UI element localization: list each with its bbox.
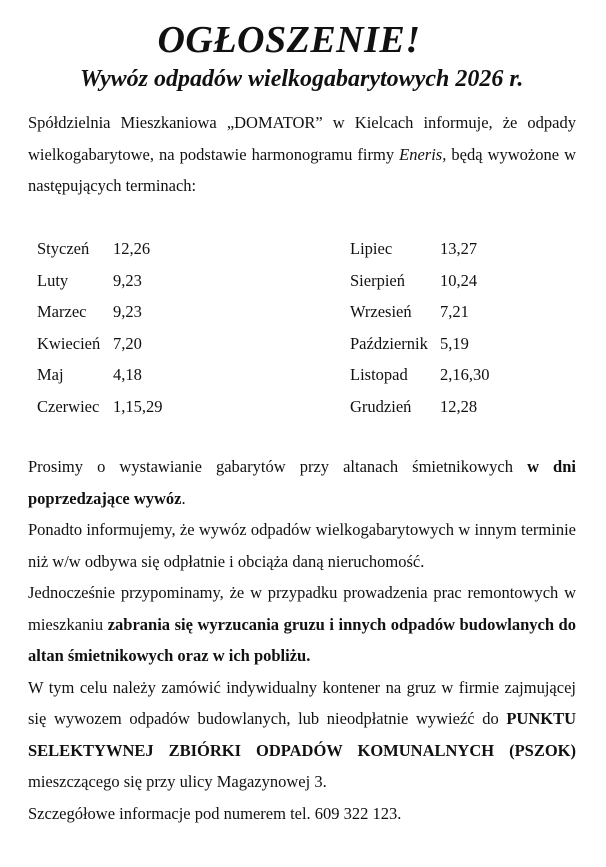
notice-body [28, 451, 576, 829]
pickup-days: 10,24 [440, 270, 478, 290]
schedule-row [37, 328, 163, 360]
schedule-row [350, 391, 490, 423]
month-name: Maj [37, 365, 64, 384]
request-text-end: . [181, 488, 186, 508]
reminder-emphasis: zabrania się wyrzucania gruzu i innych odpadów budowlanych do altan śmietnikowych oraz w ich pobliżu. [28, 614, 576, 665]
schedule-row [37, 391, 163, 423]
month-name: Styczeń [37, 239, 90, 258]
intro-text-end: będą wywożone w następujących terminach: [28, 144, 576, 195]
pickup-days: 12,26 [113, 239, 151, 258]
pickup-days: 7,21 [440, 302, 469, 321]
schedule-row [37, 296, 163, 328]
pszok-name: PUNKTU SELEKTYWNEJ ZBIÓRKI ODPADÓW KOMUNALNYCH (PSZOK) [28, 709, 576, 760]
request-text: Prosimy o wystawianie gabarytów przy altanach śmietnikowych [28, 457, 528, 476]
schedule-row [37, 265, 163, 297]
pickup-days: 2,16,30 [440, 365, 490, 384]
pickup-days: 4,18 [113, 365, 142, 384]
request-paragraph [28, 451, 576, 514]
intro-paragraph [28, 107, 576, 202]
schedule-row [350, 233, 490, 265]
pickup-days: 7,20 [113, 333, 142, 353]
container-text: W tym celu należy zamówić indywidualny kontener na gruz w firmie zajmującej się wywozem odpadów budowlanych, lub nieodpłatnie wywieźć do [28, 677, 576, 728]
month-name: Lipiec [350, 239, 393, 258]
contact-line: Szczegółowe informacje pod numerem tel. 609 322 123. [28, 803, 402, 823]
month-name: Sierpień [350, 270, 405, 290]
pickup-days: 12,28 [440, 396, 478, 416]
schedule-row [37, 233, 163, 265]
reminder-paragraph [28, 577, 576, 672]
schedule-left-column [37, 233, 163, 422]
month-name: Październik [350, 333, 428, 353]
pickup-days: 9,23 [113, 270, 142, 290]
schedule-row [350, 328, 490, 360]
schedule-row [350, 265, 490, 297]
pickup-days: 1,15,29 [113, 396, 163, 416]
month-name: Wrzesień [350, 302, 412, 321]
request-emphasis: w dni poprzedzające wywóz [28, 457, 576, 508]
month-name: Marzec [37, 302, 87, 321]
pickup-days: 9,23 [113, 302, 142, 321]
pickup-days: 13,27 [440, 239, 478, 258]
announcement-title: OGŁOSZENIE! [157, 19, 421, 61]
month-name: Czerwiec [37, 396, 100, 416]
fee-notice-paragraph: Ponadto informujemy, że wywóz odpadów wielkogabarytowych w innym terminie niż w/w odbywa się odpłatnie i obciąża daną nieruchomość. [28, 520, 576, 571]
schedule-row [37, 359, 163, 391]
schedule-row [350, 359, 490, 391]
month-name: Luty [37, 270, 69, 290]
schedule-right-column [350, 233, 490, 422]
month-name: Kwiecień [37, 333, 101, 353]
pickup-days: 5,19 [440, 333, 469, 353]
container-paragraph [28, 672, 576, 798]
company-name: Eneris, [399, 144, 447, 164]
schedule-row [350, 296, 490, 328]
reminder-text: Jednocześnie przypominamy, że w przypadku prowadzenia prac remontowych w mieszkaniu [28, 583, 576, 634]
announcement-subtitle: Wywóz odpadów wielkogabarytowych 2026 r. [80, 66, 524, 92]
container-text-end: mieszczącego się przy ulicy Magazynowej 3. [28, 772, 327, 791]
month-name: Listopad [350, 365, 408, 384]
month-name: Grudzień [350, 396, 412, 416]
intro-text: Spółdzielnia Mieszkaniowa „DOMATOR” w Kielcach informuje, że odpady wielkogabarytowe, na podstawie harmonogramu firmy [28, 113, 576, 164]
